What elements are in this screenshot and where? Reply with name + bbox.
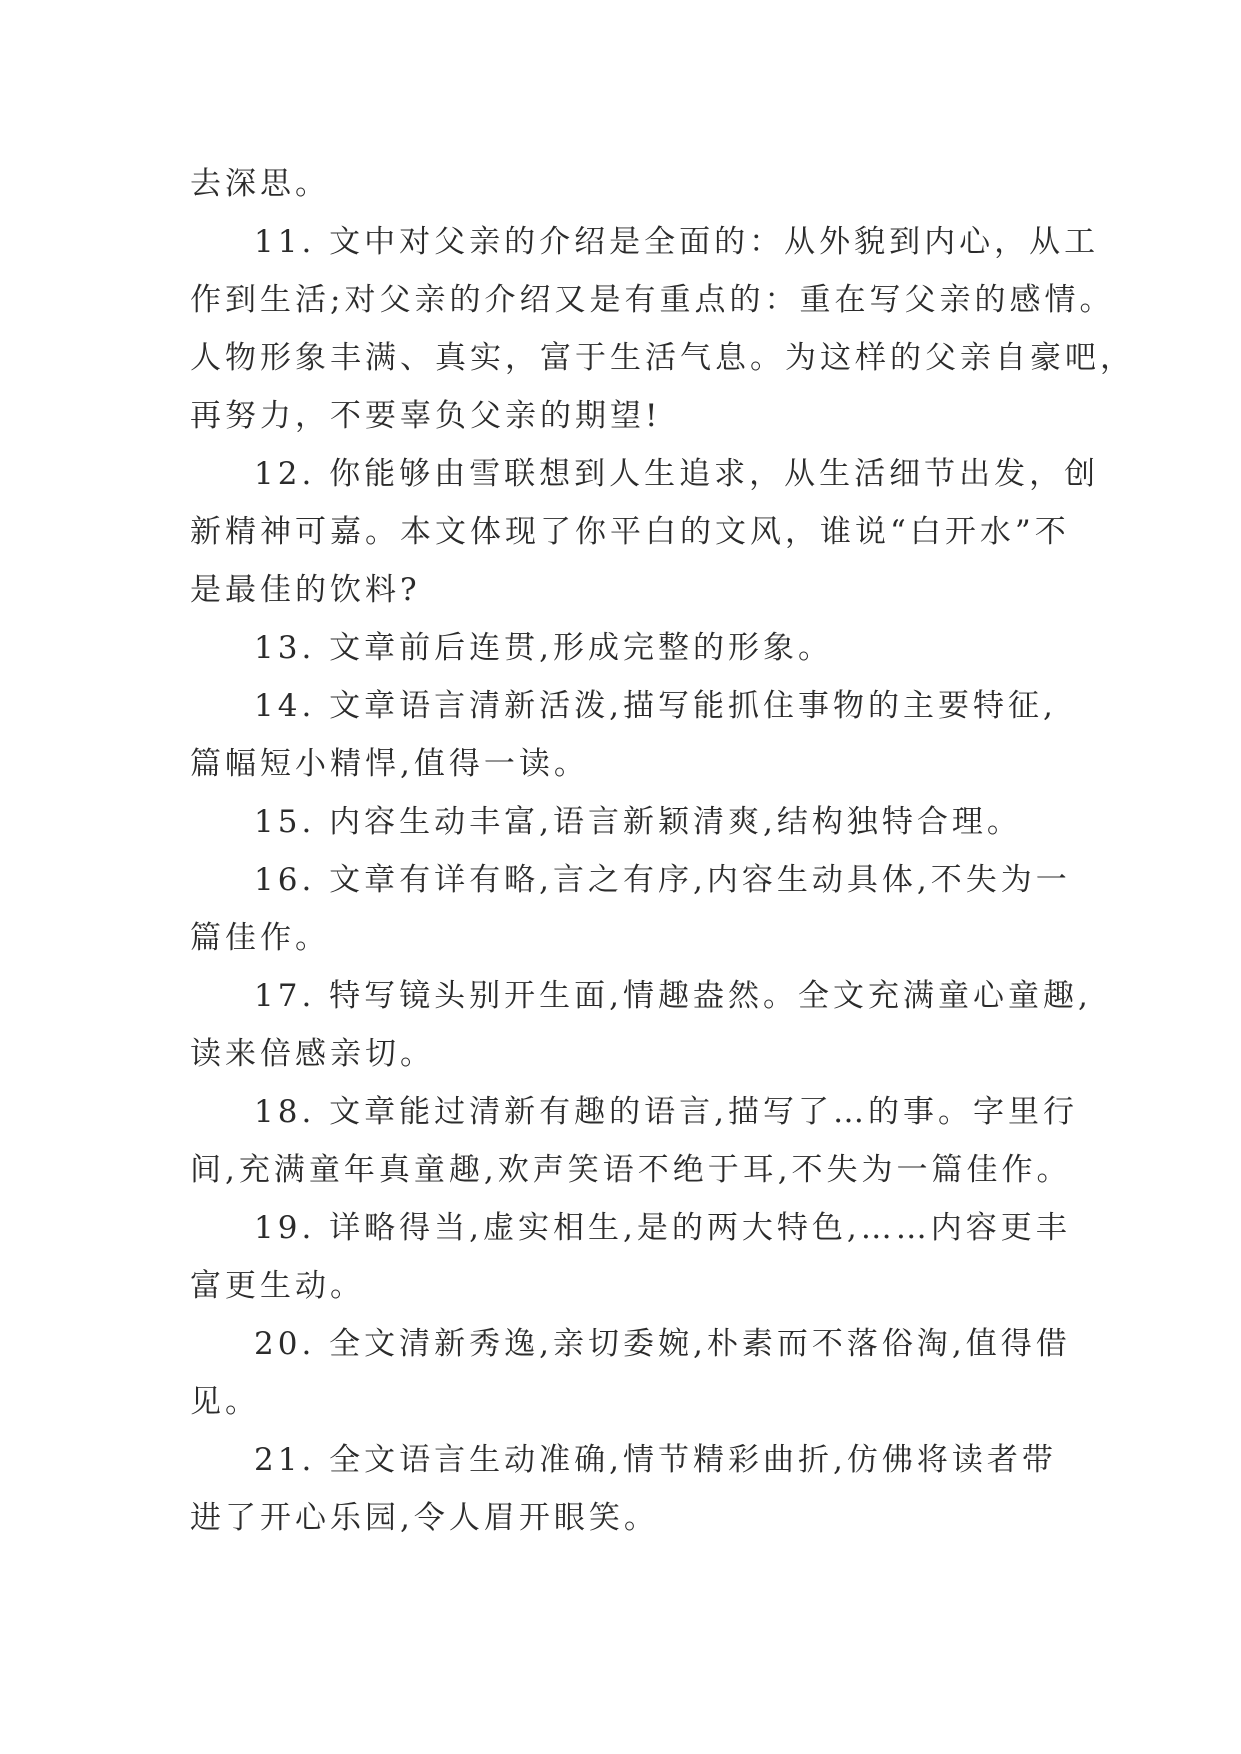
text-line bbox=[190, 1141, 1072, 1199]
item-number: 11. bbox=[254, 224, 316, 260]
line-text: 再努力，不要辜负父亲的期望! bbox=[190, 398, 662, 434]
item-number: 16. bbox=[254, 862, 316, 898]
line-text: 篇幅短小精悍,值得一读。 bbox=[190, 746, 589, 782]
item-number: 19. bbox=[254, 1210, 316, 1246]
comment-14-line-1 bbox=[190, 677, 1060, 735]
text-line bbox=[190, 329, 1135, 387]
comment-11-line-1 bbox=[190, 213, 1100, 271]
line-text: 详略得当,虚实相生,是的两大特色,……内容更丰 bbox=[329, 1210, 1071, 1246]
item-number: 17. bbox=[254, 978, 316, 1014]
line-text: 是最佳的饮料? bbox=[190, 572, 421, 608]
line-text: 篇佳作。 bbox=[190, 920, 330, 956]
item-number: 20. bbox=[254, 1326, 316, 1362]
line-text: 进了开心乐园,令人眉开眼笑。 bbox=[190, 1500, 659, 1536]
line-text: 文章前后连贯,形成完整的形象。 bbox=[329, 630, 834, 666]
document-body bbox=[190, 155, 1135, 1547]
comment-20-line-1 bbox=[190, 1315, 1071, 1373]
item-number: 18. bbox=[254, 1094, 316, 1130]
line-text: 读来倍感亲切。 bbox=[190, 1036, 435, 1072]
item-number: 14. bbox=[254, 688, 316, 724]
text-line bbox=[190, 387, 1060, 445]
line-text: 内容生动丰富,语言新颖清爽,结构独特合理。 bbox=[329, 804, 1022, 840]
text-line bbox=[190, 1025, 1060, 1083]
line-text: 全文语言生动准确,情节精彩曲折,仿佛将读者带 bbox=[329, 1442, 1057, 1478]
comment-16-line-1 bbox=[190, 851, 1071, 909]
text-line bbox=[190, 155, 1060, 213]
item-number: 13. bbox=[254, 630, 316, 666]
text-line bbox=[190, 1257, 1060, 1315]
line-text: 作到生活;对父亲的介绍又是有重点的：重在写父亲的感情。 bbox=[190, 282, 1115, 318]
line-text: 文章语言清新活泼,描写能抓住事物的主要特征, bbox=[329, 688, 1057, 724]
line-text: 文中对父亲的介绍是全面的：从外貌到内心，从工 bbox=[329, 224, 1100, 260]
text-line bbox=[190, 1489, 1060, 1547]
line-text: 见。 bbox=[190, 1384, 260, 1420]
comment-15-line-1 bbox=[190, 793, 1060, 851]
line-text: 特写镜头别开生面,情趣盎然。全文充满童心童趣, bbox=[329, 978, 1092, 1014]
item-number: 12. bbox=[254, 456, 316, 492]
text-line bbox=[190, 735, 1060, 793]
comment-12-line-1 bbox=[190, 445, 1100, 503]
line-text: 文章有详有略,言之有序,内容生动具体,不失为一 bbox=[329, 862, 1071, 898]
comment-18-line-1 bbox=[190, 1083, 1079, 1141]
comment-17-line-1 bbox=[190, 967, 1092, 1025]
text-line bbox=[190, 271, 1115, 329]
line-text: 间,充满童年真童趣,欢声笑语不绝于耳,不失为一篇佳作。 bbox=[190, 1152, 1072, 1188]
line-text: 文章能过清新有趣的语言,描写了…的事。字里行 bbox=[329, 1094, 1079, 1130]
line-text: 去深思。 bbox=[190, 166, 330, 202]
line-text: 全文清新秀逸,亲切委婉,朴素而不落俗淘,值得借 bbox=[329, 1326, 1071, 1362]
text-line bbox=[190, 909, 1060, 967]
comment-21-line-1 bbox=[190, 1431, 1060, 1489]
line-text: 富更生动。 bbox=[190, 1268, 365, 1304]
comment-19-line-1 bbox=[190, 1199, 1071, 1257]
item-number: 21. bbox=[254, 1442, 316, 1478]
text-line bbox=[190, 561, 1060, 619]
text-line bbox=[190, 1373, 1060, 1431]
item-number: 15. bbox=[254, 804, 316, 840]
line-text: 人物形象丰满、真实，富于生活气息。为这样的父亲自豪吧， bbox=[190, 340, 1135, 376]
comment-13-line-1 bbox=[190, 619, 1060, 677]
text-line bbox=[190, 503, 1070, 561]
line-text: 你能够由雪联想到人生追求，从生活细节出发，创 bbox=[329, 456, 1100, 492]
line-text: 新精神可嘉。本文体现了你平白的文风，谁说“白开水”不 bbox=[190, 514, 1070, 550]
